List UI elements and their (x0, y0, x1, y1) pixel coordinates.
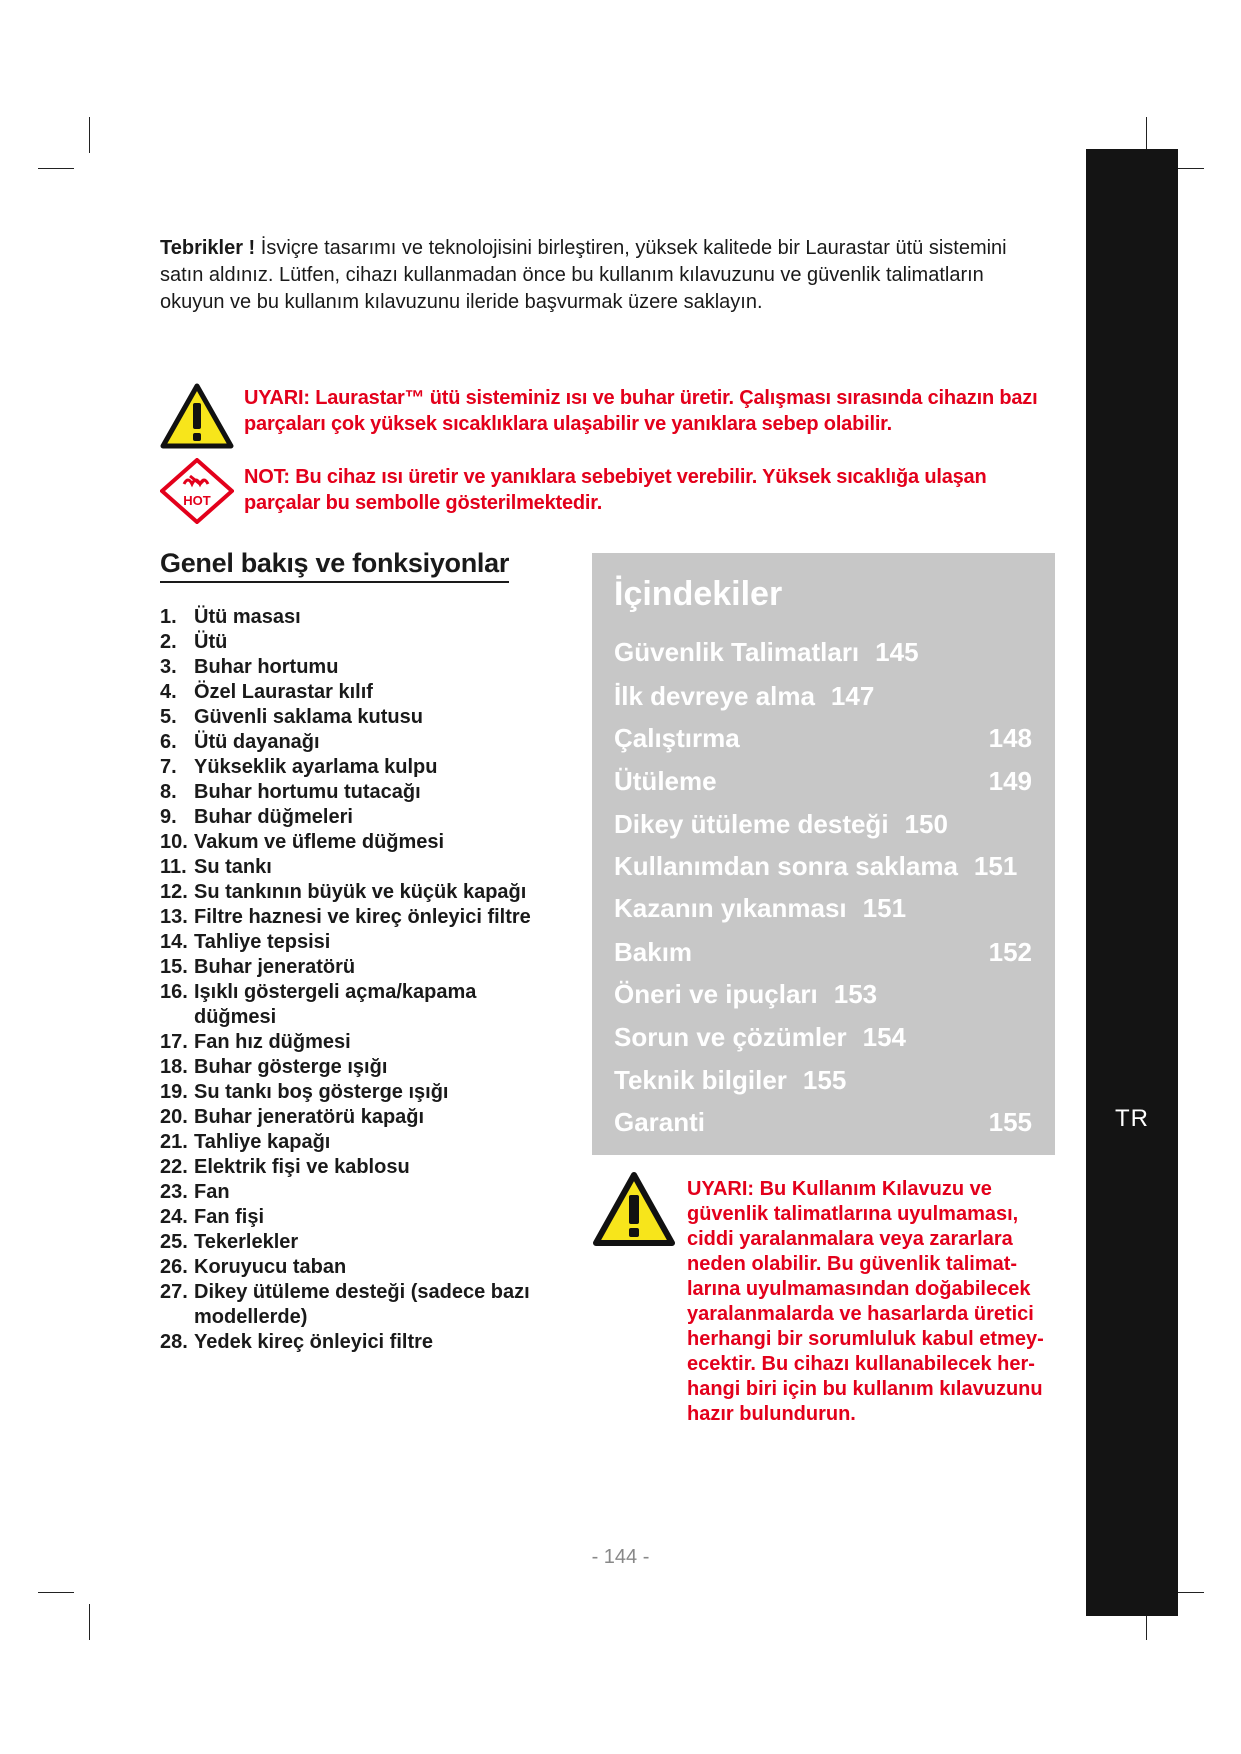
page-number: - 144 - (591, 1546, 650, 1568)
list-item-label: Dikey ütüleme desteği (sadece bazı modellerde) (194, 1281, 530, 1328)
list-item (160, 855, 560, 880)
list-item-number: 13. (160, 906, 188, 928)
hot-surface-icon (160, 458, 234, 529)
hot-note-line: parçalar bu sembolle gösterilmektedir. (244, 492, 603, 514)
crop-mark (38, 1592, 74, 1593)
list-item-label: Elektrik fişi ve kablosu (194, 1156, 410, 1178)
toc-entry-page: 155 (802, 1065, 847, 1095)
list-item-number: 6. (160, 731, 177, 753)
toc-entry[interactable] (614, 1022, 1032, 1053)
list-item-label: Fan (194, 1181, 230, 1203)
list-item (160, 1130, 560, 1155)
list-item-label: Tahliye kapağı (194, 1131, 331, 1153)
toc-entry-page: 148 (988, 723, 1032, 753)
list-item-label: Yükseklik ayarlama kulpu (194, 756, 438, 778)
list-item-label: Güvenli saklama kutusu (194, 706, 423, 728)
svg-text:HOT: HOT (183, 493, 211, 508)
list-item-label: Buhar jeneratörü kapağı (194, 1106, 425, 1128)
list-item-number: 5. (160, 706, 177, 728)
intro-paragraph (160, 235, 1090, 316)
list-item-number: 4. (160, 681, 177, 703)
language-sidebar (1086, 149, 1178, 1616)
toc-entry-page: 149 (988, 766, 1032, 796)
table-of-contents (592, 553, 1055, 1155)
toc-entry[interactable] (614, 893, 1032, 924)
hot-note-text (244, 464, 1064, 516)
toc-entry-label: Güvenlik Talimatları (614, 637, 860, 667)
list-item-label: Buhar gösterge ışığı (194, 1056, 388, 1078)
intro-line-1: Tebrikler ! İsviçre tasarımı ve teknolojisini birleştiren, yüksek kalitede bir Laurastar ütü sistemini (160, 237, 1007, 259)
list-item-label: Yedek kireç önleyici filtre (194, 1331, 434, 1353)
list-item-label: Su tankı boş gösterge ışığı (194, 1081, 449, 1103)
toc-entry-page: 145 (875, 637, 919, 667)
list-item (160, 1030, 560, 1055)
manual-warning-text (687, 1177, 1047, 1427)
list-item-number: 1. (160, 606, 177, 628)
list-item-label: Ütü (194, 631, 228, 653)
manual-warning-line: hangi biri için bu kullanım kılavuzunu (687, 1378, 1043, 1400)
intro-line-2: satın aldınız. Lütfen, cihazı kullanmadan önce bu kullanım kılavuzunu ve güvenlik talimatların (160, 264, 984, 286)
list-item-number: 17. (160, 1031, 188, 1053)
list-item-number: 27. (160, 1281, 188, 1303)
toc-entry-page: 151 (862, 893, 907, 923)
toc-entry-label: Çalıştırma (614, 723, 740, 753)
list-item-number: 10. (160, 831, 188, 853)
intro-line-3: okuyun ve bu kullanım kılavuzunu ileride başvurmak üzere saklayın. (160, 291, 763, 313)
list-item-label: Ütü dayanağı (194, 731, 320, 753)
list-item (160, 905, 560, 930)
list-item (160, 730, 560, 755)
list-item (160, 1105, 560, 1130)
language-tab: TR (1115, 1105, 1149, 1132)
list-item (160, 1180, 560, 1205)
manual-warning-line: ecektir. Bu cihazı kullanabilecek her- (687, 1353, 1035, 1375)
list-item (160, 605, 560, 630)
list-item-label: Tekerlekler (194, 1231, 299, 1253)
toc-entry-page: 155 (988, 1107, 1032, 1137)
toc-entry-label: Ütüleme (614, 766, 717, 796)
toc-entry[interactable] (614, 637, 1032, 668)
list-item-label: Buhar hortumu tutacağı (194, 781, 421, 803)
list-item-number: 19. (160, 1081, 188, 1103)
list-item (160, 1280, 560, 1330)
feature-list (160, 605, 560, 1355)
list-item-number: 2. (160, 631, 177, 653)
list-item (160, 1080, 560, 1105)
toc-entry-label: İlk devreye alma (614, 681, 815, 711)
manual-warning-line: hazır bulundurun. (687, 1403, 856, 1425)
list-item-label: Su tankı (194, 856, 272, 878)
list-item (160, 1230, 560, 1255)
list-item-number: 20. (160, 1106, 188, 1128)
toc-entry[interactable] (614, 1065, 1032, 1096)
list-item-label: Özel Laurastar kılıf (194, 681, 373, 703)
list-item (160, 830, 560, 855)
toc-entry-page: 150 (904, 809, 948, 839)
manual-warning-line: yaralanmalarda ve hasarlarda üretici (687, 1303, 1034, 1325)
toc-entry-page: 153 (833, 979, 878, 1009)
list-item-label: Buhar düğmeleri (194, 806, 353, 828)
list-item (160, 955, 560, 980)
toc-entry[interactable] (614, 809, 1032, 840)
toc-entry[interactable] (614, 937, 1032, 968)
list-item-number: 25. (160, 1231, 188, 1253)
list-item-number: 26. (160, 1256, 188, 1278)
list-item-number: 14. (160, 931, 188, 953)
list-item-label: Vakum ve üfleme düğmesi (194, 831, 445, 853)
toc-entry-label: Garanti (614, 1107, 706, 1137)
crop-mark (89, 1604, 90, 1640)
heat-warning-line: parçaları çok yüksek sıcaklıklara ulaşabilir ve yanıklara sebep olabilir. (244, 413, 893, 435)
list-item (160, 705, 560, 730)
list-item (160, 1155, 560, 1180)
list-item-number: 16. (160, 981, 188, 1003)
toc-entry-label: Teknik bilgiler (614, 1065, 787, 1095)
toc-entry-label: Öneri ve ipuçları (614, 979, 818, 1009)
toc-entry-page: 154 (862, 1022, 907, 1052)
list-item-label: Koruyucu taban (194, 1256, 347, 1278)
overview-title: Genel bakış ve fonksiyonlar (160, 548, 509, 583)
list-item (160, 1055, 560, 1080)
list-item (160, 655, 560, 680)
toc-entry-label: Bakım (614, 937, 693, 967)
list-item-number: 15. (160, 956, 188, 978)
toc-entry-label: Kullanımdan sonra saklama (614, 851, 958, 881)
list-item-number: 7. (160, 756, 177, 778)
list-item-number: 28. (160, 1331, 188, 1353)
toc-entry[interactable] (614, 979, 1032, 1010)
heat-warning-line: UYARI: Laurastar™ ütü sisteminiz ısı ve buhar üretir. Çalışması sırasında cihazın bazı (244, 387, 1038, 409)
toc-entry-page: 152 (988, 937, 1032, 967)
toc-entry-page: 151 (973, 851, 1018, 881)
list-item (160, 755, 560, 780)
heat-warning-text (244, 385, 1064, 437)
warning-triangle-icon (592, 1171, 676, 1252)
manual-warning-line: ciddi yaralanmalara veya zararlara (687, 1228, 1013, 1250)
list-item-number: 22. (160, 1156, 188, 1178)
list-item-number: 18. (160, 1056, 188, 1078)
list-item-number: 11. (160, 856, 187, 878)
list-item-number: 23. (160, 1181, 188, 1203)
list-item (160, 805, 560, 830)
toc-title: İçindekiler (614, 575, 783, 613)
list-item-label: Buhar hortumu (194, 656, 339, 678)
list-item-label: Işıklı göstergeli açma/kapama düğmesi (194, 981, 477, 1028)
toc-entry-label: Dikey ütüleme desteği (614, 809, 889, 839)
list-item-number: 12. (160, 881, 188, 903)
toc-entry-label: Sorun ve çözümler (614, 1022, 847, 1052)
list-item-label: Fan fişi (194, 1206, 265, 1228)
list-item-label: Tahliye tepsisi (194, 931, 331, 953)
toc-entry[interactable] (614, 1107, 1032, 1138)
toc-entry[interactable] (614, 851, 1032, 882)
list-item-label: Su tankının büyük ve küçük kapağı (194, 881, 527, 903)
list-item-label: Ütü masası (194, 606, 301, 628)
list-item-number: 8. (160, 781, 177, 803)
list-item (160, 880, 560, 905)
list-item-number: 21. (160, 1131, 188, 1153)
list-item-label: Filtre haznesi ve kireç önleyici filtre (194, 906, 531, 928)
toc-entry[interactable] (614, 681, 1032, 712)
list-item (160, 630, 560, 655)
list-item (160, 1330, 560, 1355)
toc-entry-label: Kazanın yıkanması (614, 893, 847, 923)
list-item (160, 680, 560, 705)
list-item-number: 9. (160, 806, 177, 828)
list-item (160, 1205, 560, 1230)
list-item (160, 980, 560, 1030)
manual-warning-line: UYARI: Bu Kullanım Kılavuzu ve (687, 1178, 992, 1200)
manual-warning-line: güvenlik talimatlarına uyulmaması, (687, 1203, 1019, 1225)
toc-entry[interactable] (614, 723, 1032, 754)
manual-warning-line: larına uyulmamasından doğabilecek (687, 1278, 1031, 1300)
manual-warning-line: herhangi bir sorumluluk kabul etmey- (687, 1328, 1044, 1350)
toc-entry[interactable] (614, 766, 1032, 797)
crop-mark (1146, 117, 1147, 153)
list-item-number: 24. (160, 1206, 188, 1228)
crop-mark (89, 117, 90, 153)
list-item-label: Buhar jeneratörü (194, 956, 356, 978)
toc-entry-page: 147 (830, 681, 875, 711)
hot-note-line: NOT: Bu cihaz ısı üretir ve yanıklara sebebiyet verebilir. Yüksek sıcaklığa ulaşan (244, 466, 987, 488)
warning-triangle-icon (160, 383, 234, 454)
manual-warning-line: neden olabilir. Bu güvenlik talimat- (687, 1253, 1018, 1275)
list-item (160, 930, 560, 955)
list-item-number: 3. (160, 656, 177, 678)
list-item (160, 1255, 560, 1280)
list-item-label: Fan hız düğmesi (194, 1031, 351, 1053)
crop-mark (38, 168, 74, 169)
list-item (160, 780, 560, 805)
